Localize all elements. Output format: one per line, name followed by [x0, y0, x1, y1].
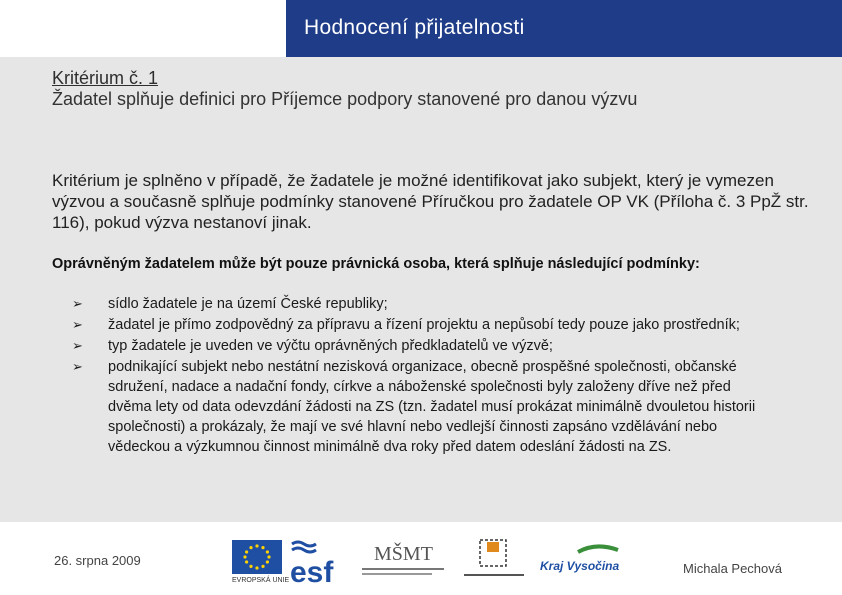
msmt-logo	[358, 536, 448, 584]
criterion-heading	[52, 68, 812, 110]
criterion-label: Kritérium č. 1	[52, 68, 159, 88]
footer-date: 26. srpna 2009	[54, 553, 141, 568]
condition-text: žadatel je přímo zodpovědný za přípravu a řízení projektu a nepůsobí tedy pouze jako prostředník;	[108, 317, 740, 333]
list-item	[72, 357, 772, 457]
kraj-logo-text: Kraj Vysočina	[540, 559, 620, 573]
condition-text: sídlo žadatele je na území České republiky;	[108, 296, 388, 312]
arrow-bullet-icon: ➢	[72, 317, 83, 332]
list-item	[72, 336, 772, 356]
criterion-description: Kritérium je splněno v případě, že žadatele je možné identifikovat jako subjekt, který je vymezen výzvou a současně splňuje podmínky stanovené Příručkou pro žadatele OP VK (Příloha č. 3 PpŽ str. 116), pokud výzva nestanoví jinak.	[52, 171, 809, 232]
esf-logo	[288, 538, 338, 586]
eu-flag-logo	[230, 538, 290, 586]
list-item	[72, 315, 772, 335]
list-item	[72, 294, 772, 314]
footer-author: Michala Pechová	[683, 561, 782, 576]
eu-logo-text: EVROPSKÁ UNIE	[232, 577, 290, 584]
condition-text: typ žadatele je uveden ve výčtu oprávněných předkladatelů ve výzvě;	[108, 338, 553, 354]
eligibility-heading: Oprávněným žadatelem může být pouze právnická osoba, která splňuje následující podmínky:	[52, 256, 700, 272]
kraj-vysocina-logo	[538, 542, 628, 582]
op-vk-logo	[460, 536, 528, 586]
conditions-list	[72, 294, 772, 458]
criterion-title: Žadatel splňuje definici pro Příjemce podpory stanovené pro danou výzvu	[52, 89, 638, 109]
esf-logo-text: esf	[290, 556, 334, 586]
msmt-logo-text: MŠMT	[374, 543, 433, 565]
page-title: Hodnocení přijatelnosti	[304, 16, 525, 39]
condition-text: podnikající subjekt nebo nestátní nezisková organizace, obecně prospěšné společnosti, občanské sdružení, nadace a nadační fondy, církve a náboženské společnosti byly založeny dříve než před dvěma lety od data odevzdání žádosti na ZS (tzn. žadatel musí prokázat minimálně dvouletou historii společnosti) a prokázaly, že mají ve své hlavní nebo vedlejší činnosti zapsáno vzdělávání nebo vědeckou a výzkumnou činnost minimálně dva roky před datem odeslání žádosti na ZS.	[108, 359, 756, 455]
arrow-bullet-icon: ➢	[72, 296, 83, 311]
arrow-bullet-icon: ➢	[72, 338, 83, 353]
arrow-bullet-icon: ➢	[72, 359, 83, 374]
